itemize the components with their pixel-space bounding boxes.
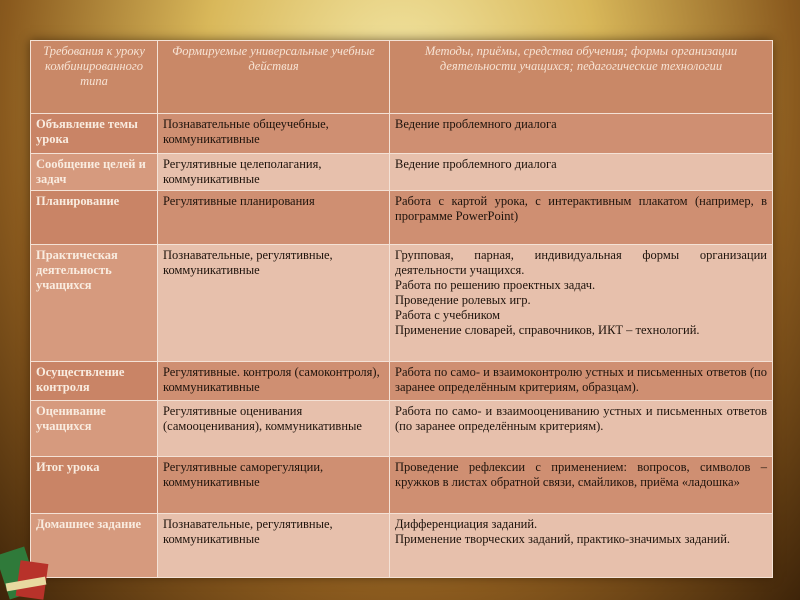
methods-cell — [390, 154, 773, 191]
method-line: Применение творческих заданий, практико-значимых заданий. — [395, 532, 731, 546]
method-line: Ведение проблемного диалога — [395, 157, 557, 171]
table-row — [31, 514, 773, 578]
method-line: Работа с учебником — [395, 308, 501, 322]
method-line: Работа с картой урока, с интерактивным плакатом (например, в программе PowerPoint) — [395, 194, 767, 223]
slide-table-frame — [30, 40, 772, 577]
uud-cell: Регулятивные саморегуляции, коммуникативные — [158, 457, 390, 514]
uud-cell: Познавательные, регулятивные, коммуникативные — [158, 245, 390, 362]
header-uud: Формируемые универсальные учебные действия — [158, 41, 390, 114]
stage-cell: Сообщение целей и задач — [31, 154, 158, 191]
methods-cell — [390, 514, 773, 578]
stage-cell: Практическая деятельность учащихся — [31, 245, 158, 362]
method-line: Дифференциация заданий. — [395, 517, 538, 531]
methods-cell — [390, 114, 773, 154]
methods-cell — [390, 362, 773, 401]
stage-cell: Осуществление контроля — [31, 362, 158, 401]
method-line: Групповая, парная, индивидуальная формы организации деятельности учащихся. — [395, 248, 767, 277]
uud-cell: Регулятивные планирования — [158, 191, 390, 245]
table-row — [31, 114, 773, 154]
stage-cell: Домашнее задание — [31, 514, 158, 578]
methods-cell — [390, 191, 773, 245]
table-row — [31, 457, 773, 514]
table-row — [31, 362, 773, 401]
uud-cell: Познавательные общеучебные, коммуникативные — [158, 114, 390, 154]
uud-cell: Познавательные, регулятивные, коммуникативные — [158, 514, 390, 578]
table-header-row — [31, 41, 773, 114]
stage-cell: Итог урока — [31, 457, 158, 514]
header-methods: Методы, приёмы, средства обучения; формы организации деятельности учащихся; педагогические технологии — [390, 41, 773, 114]
method-line: Проведение ролевых игр. — [395, 293, 531, 307]
method-line: Ведение проблемного диалога — [395, 117, 557, 131]
table-row — [31, 154, 773, 191]
methods-cell — [390, 245, 773, 362]
table-row — [31, 401, 773, 457]
uud-cell: Регулятивные целеполагания, коммуникативные — [158, 154, 390, 191]
method-line: Работа по само- и взаимоконтролю устных и письменных ответов (по заранее определённым критериям, образцам). — [395, 365, 767, 394]
stage-cell: Оценивание учащихся — [31, 401, 158, 457]
uud-cell: Регулятивные оценивания (самооценивания), коммуникативные — [158, 401, 390, 457]
books-decoration-icon — [0, 520, 60, 600]
method-line: Работа по решению проектных задач. — [395, 278, 596, 292]
uud-cell: Регулятивные. контроля (самоконтроля), коммуникативные — [158, 362, 390, 401]
methods-cell — [390, 401, 773, 457]
method-line: Проведение рефлексии с применением: вопросов, символов – кружков в листах обратной связи, смайликов, приёма «ладошка» — [395, 460, 767, 489]
table-row — [31, 191, 773, 245]
stage-cell: Объявление темы урока — [31, 114, 158, 154]
methods-cell — [390, 457, 773, 514]
table-row — [31, 245, 773, 362]
stage-cell: Планирование — [31, 191, 158, 245]
lesson-requirements-table — [30, 40, 773, 578]
method-line: Применение словарей, справочников, ИКТ – технологий. — [395, 323, 700, 337]
header-requirements: Требования к уроку комбинированного типа — [31, 41, 158, 114]
method-line: Работа по само- и взаимооцениванию устных и письменных ответов (по заранее определённым критериям). — [395, 404, 767, 433]
